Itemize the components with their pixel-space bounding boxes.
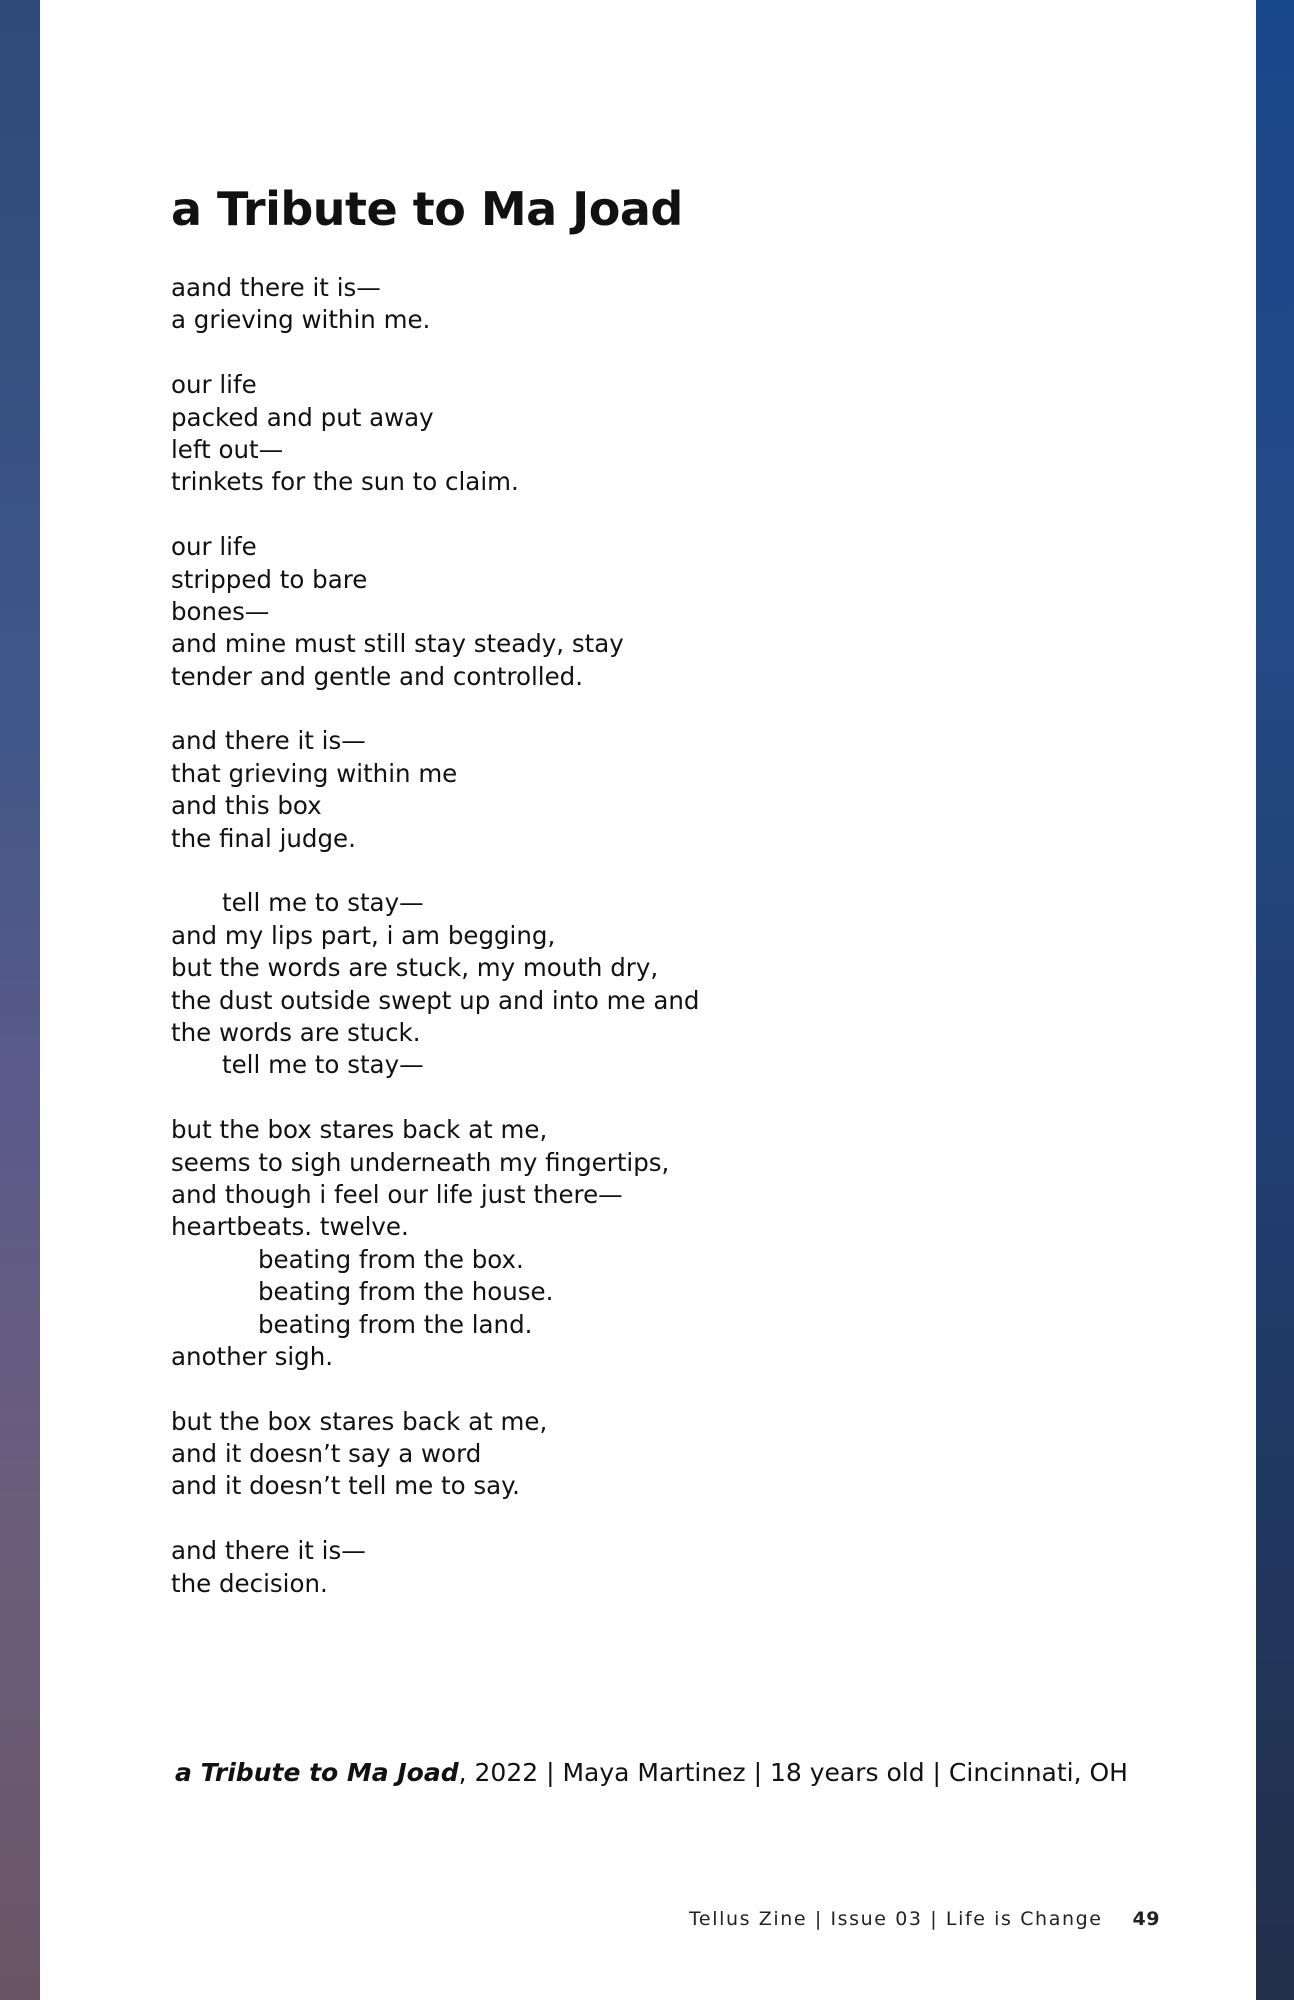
stanza-break	[171, 855, 699, 887]
poem-line: another sigh.	[171, 1341, 334, 1371]
poem-line: a grieving within me.	[171, 305, 431, 335]
page-number: 49	[1132, 1908, 1160, 1930]
poem-line: and though i feel our life just there—	[171, 1179, 623, 1209]
poem-line: stripped to bare	[171, 564, 368, 594]
poem-line: the dust outside swept up and into me and	[171, 985, 700, 1015]
page	[40, 0, 1256, 2000]
stanza-break	[171, 1373, 699, 1405]
poem-line: and this box	[171, 791, 322, 821]
poem-line: tell me to stay—	[222, 888, 424, 918]
credit-details: , 2022 | Maya Martinez | 18 years old | Cincinnati, OH	[458, 1758, 1128, 1787]
poem-line: the final judge.	[171, 823, 356, 853]
poem-line: left out—	[171, 434, 284, 464]
poem-line: bones—	[171, 596, 270, 626]
poem-line: the decision.	[171, 1568, 328, 1598]
poem-line: heartbeats. twelve.	[171, 1212, 409, 1242]
left-page-edge	[0, 0, 40, 2000]
poem-line: and it doesn’t say a word	[171, 1439, 482, 1469]
page-footer	[689, 1908, 1160, 1930]
poem-line: packed and put away	[171, 402, 434, 432]
poem-line: but the box stares back at me,	[171, 1406, 548, 1436]
poem-title: a Tribute to Ma Joad	[171, 182, 683, 236]
poem-line: beating from the house.	[258, 1277, 554, 1307]
poem-line: the words are stuck.	[171, 1017, 421, 1047]
poem-line: beating from the box.	[258, 1244, 524, 1274]
poem-line: trinkets for the sun to claim.	[171, 467, 519, 497]
poem-line: and there it is—	[171, 726, 366, 756]
poem-line: that grieving within me	[171, 758, 458, 788]
poem-line: tell me to stay—	[222, 1050, 424, 1080]
right-page-edge	[1256, 0, 1294, 2000]
poem-line: and it doesn’t tell me to say.	[171, 1471, 520, 1501]
poem-line: aand there it is—	[171, 273, 381, 302]
poem-line: our life	[171, 532, 257, 562]
poem-line: our life	[171, 370, 257, 400]
credit-work-title: a Tribute to Ma Joad	[175, 1758, 459, 1787]
poem-credit	[175, 1758, 1128, 1787]
stanza-break	[171, 337, 699, 369]
poem-line: seems to sigh underneath my fingertips,	[171, 1147, 670, 1177]
poem-line: and mine must still stay steady, stay	[171, 629, 624, 659]
stanza-break	[171, 1503, 699, 1535]
stanza-break	[171, 1082, 699, 1114]
poem-line: tender and gentle and controlled.	[171, 661, 584, 691]
poem-line: but the words are stuck, my mouth dry,	[171, 953, 659, 983]
footer-publication: Tellus Zine | Issue 03 | Life is Change	[688, 1908, 1103, 1930]
poem-line: and there it is—	[171, 1536, 366, 1566]
stanza-break	[171, 499, 699, 531]
poem-line: but the box stares back at me,	[171, 1115, 548, 1145]
poem-body	[171, 272, 699, 1600]
stanza-break	[171, 693, 699, 725]
poem-line: and my lips part, i am begging,	[171, 920, 556, 950]
poem-line: beating from the land.	[258, 1309, 533, 1339]
